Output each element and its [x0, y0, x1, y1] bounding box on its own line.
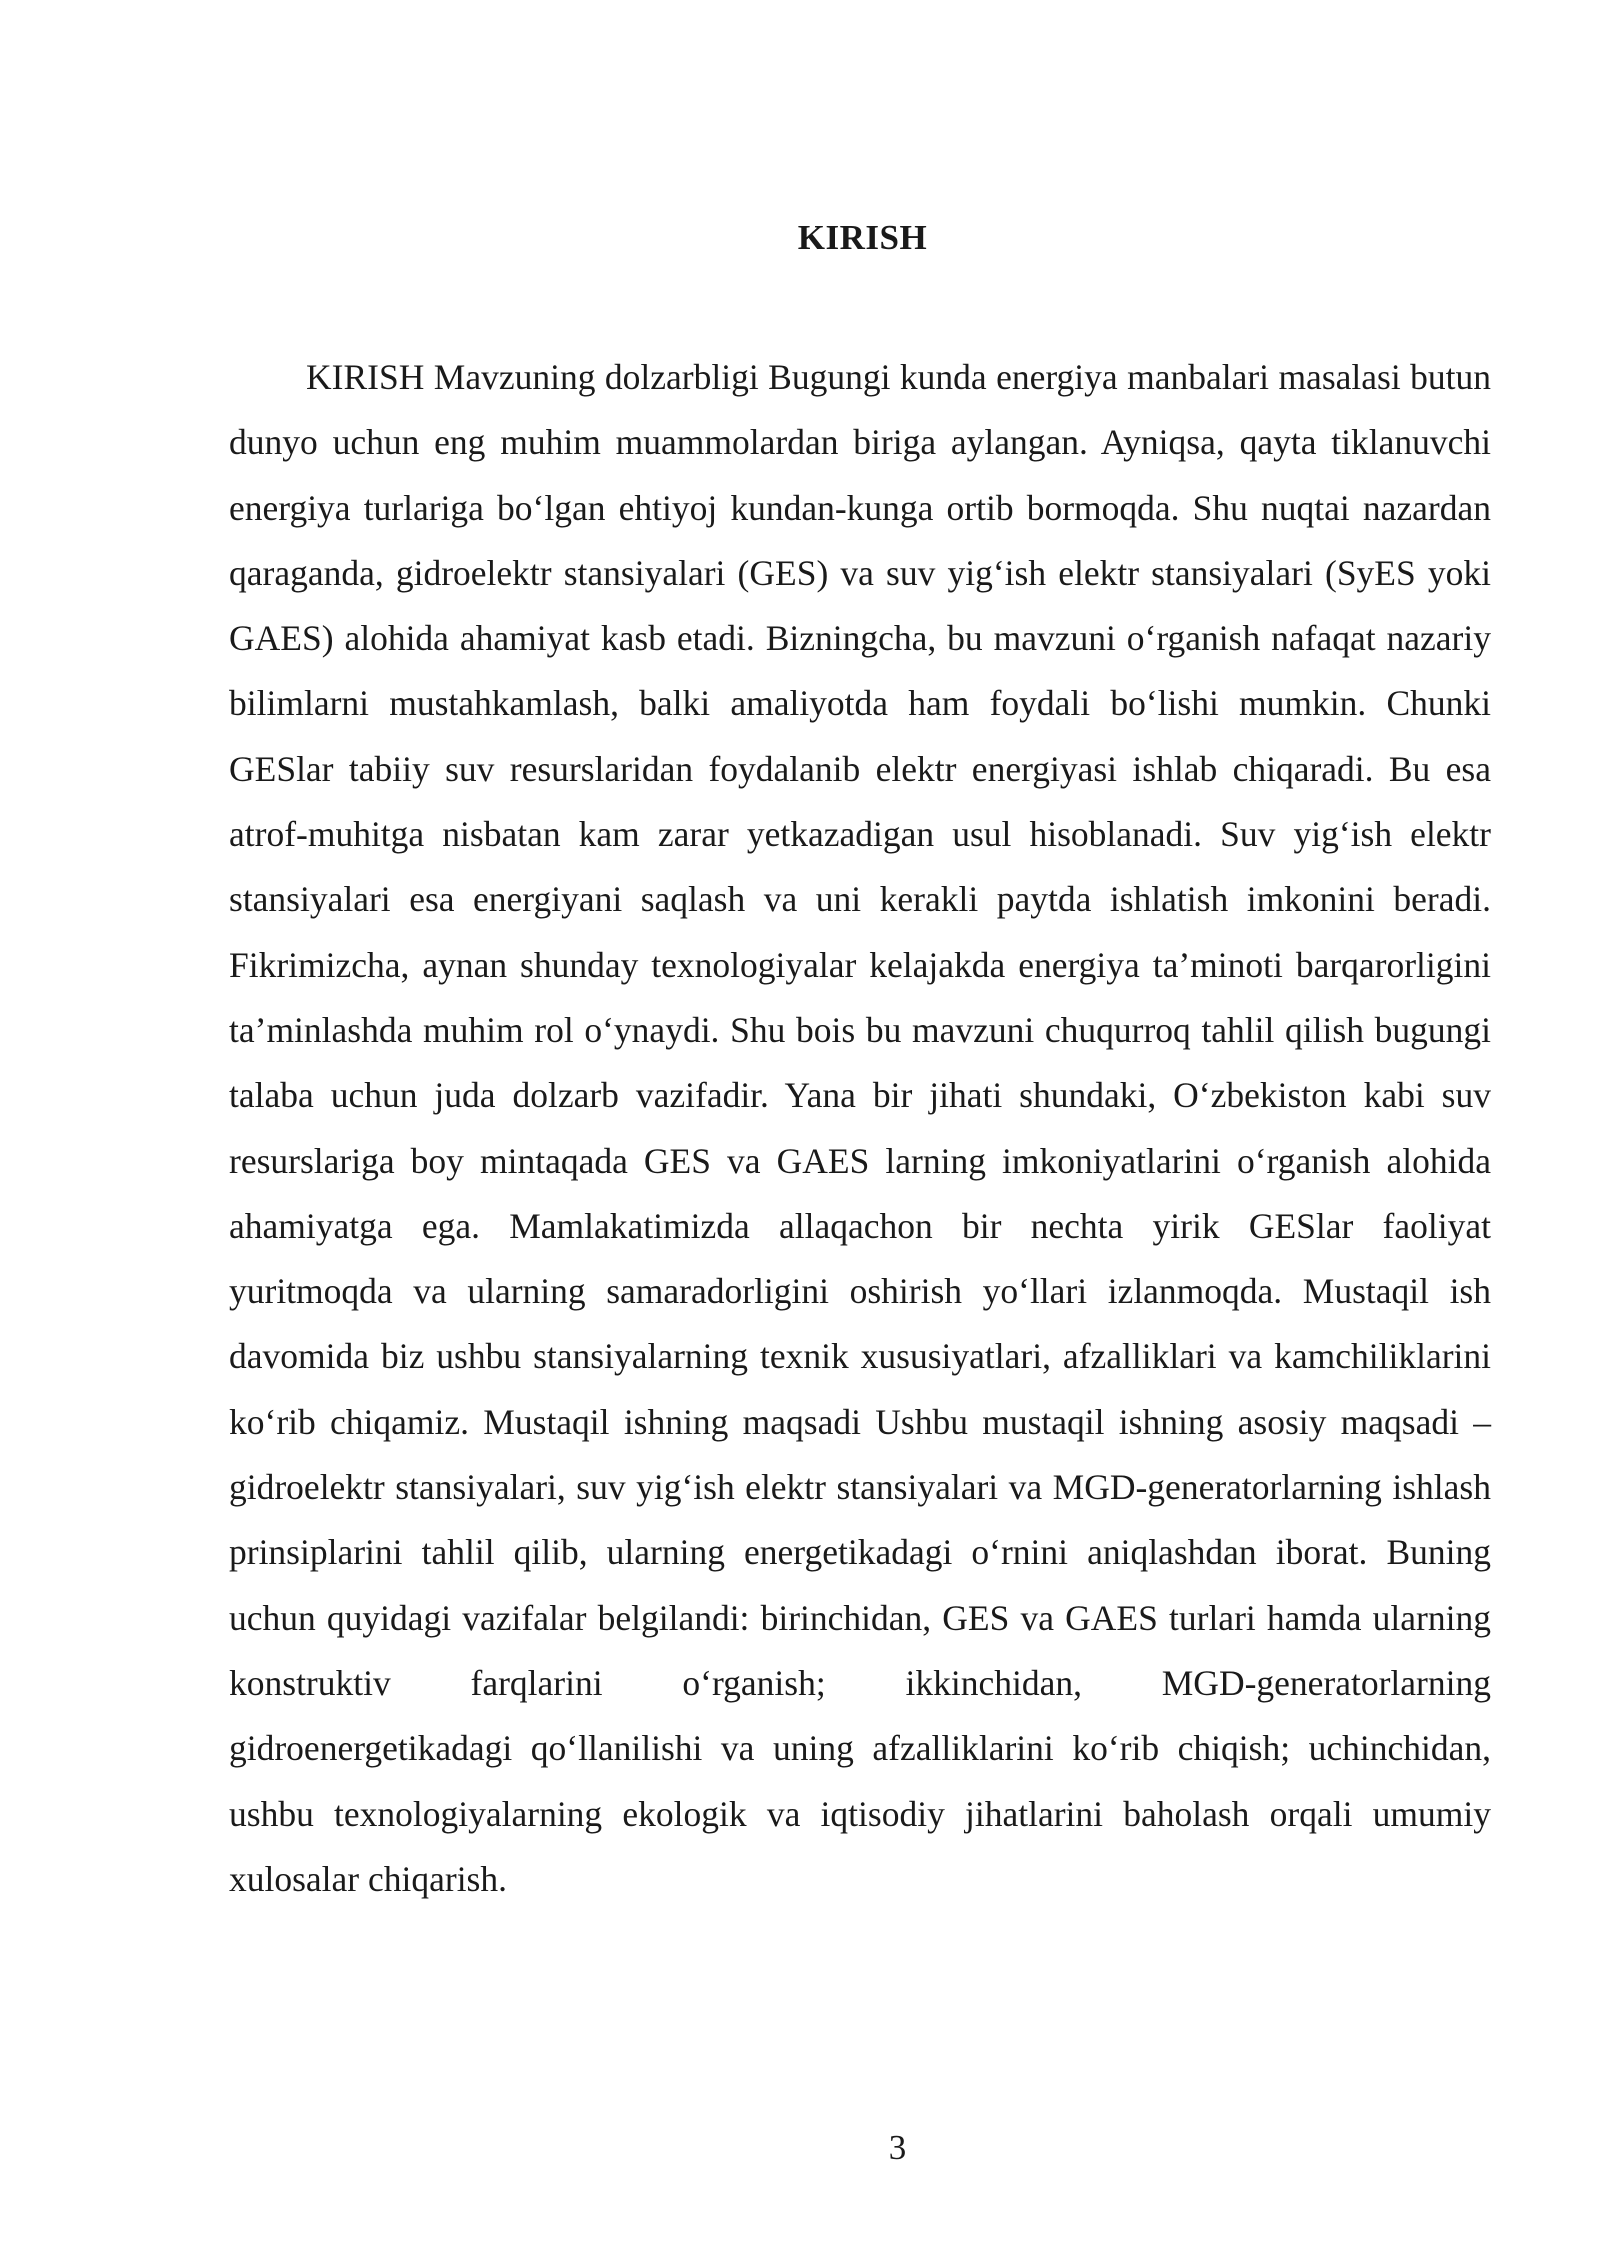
page-title: KIRISH [797, 218, 928, 257]
page-number: 3 [888, 2128, 907, 2167]
body-paragraph: KIRISH Mavzuning dolzarbligi Bugungi kunda energiya manbalari masalasi butun dunyo uchun eng muhim muammolardan biriga aylangan. Ayniqsa, qayta tiklanuvchi energiya turlariga bo‘lgan ehtiyoj kundan-kunga ortib bormoqda. Shu nuqtai nazardan qaraganda, gidroelektr stansiyalari (GES) va suv yig‘ish elektr stansiyalari (SyES yoki GAES) alohida ahamiyat kasb etadi. Bizningcha, bu mavzuni o‘rganish nafaqat nazariy bilimlarni mustahkamlash, balki amaliyotda ham foydali bo‘lishi mumkin. Chunki GESlar tabiiy suv resurslaridan foydalanib elektr energiyasi ishlab chiqaradi. Bu esa atrof-muhitga nisbatan kam zarar yetkazadigan usul hisoblanadi. Suv yig‘ish elektr stansiyalari esa energiyani saqlash va uni kerakli paytda ishlatish imkonini beradi. Fikrimizcha, aynan shunday texnologiyalar kelajakda energiya ta’minoti barqarorligini ta’minlashda muhim rol o‘ynaydi. Shu bois bu mavzuni chuqurroq tahlil qilish bugungi talaba uchun juda dolzarb vazifadir. Yana bir jihati shundaki, O‘zbekiston kabi suv resurslariga boy mintaqada GES va GAES larning imkoniyatlarini o‘rganish alohida ahamiyatga ega. Mamlakatimizda allaqachon bir nechta yirik GESlar faoliyat yuritmoqda va ularning samaradorligini oshirish yo‘llari izlanmoqda. Mustaqil ish davomida biz ushbu stansiyalarning texnik xususiyatlari, afzalliklari va kamchiliklarini ko‘rib chiqamiz. Mustaqil ishning maqsadi Ushbu mustaqil ishning asosiy maqsadi – gidroelektr stansiyalari, suv yig‘ish elektr stansiyalari va MGD-generatorlarning ishlash prinsiplarini tahlil qilib, ularning energetikadagi o‘rnini aniqlashdan iborat. Buning uchun quyidagi vazifalar belgilandi: birinchidan, GES va GAES turlari hamda ularning konstruktiv farqlarini o‘rganish; ikkinchidan, MGD-generatorlarning gidroenergetikadagi qo‘llanilishi va uning afzalliklarini ko‘rib chiqish; uchinchidan, ushbu texnologiyalarning ekologik va iqtisodiy jihatlarini baholash orqali umumiy xulosalar chiqarish. [229, 357, 1491, 1899]
